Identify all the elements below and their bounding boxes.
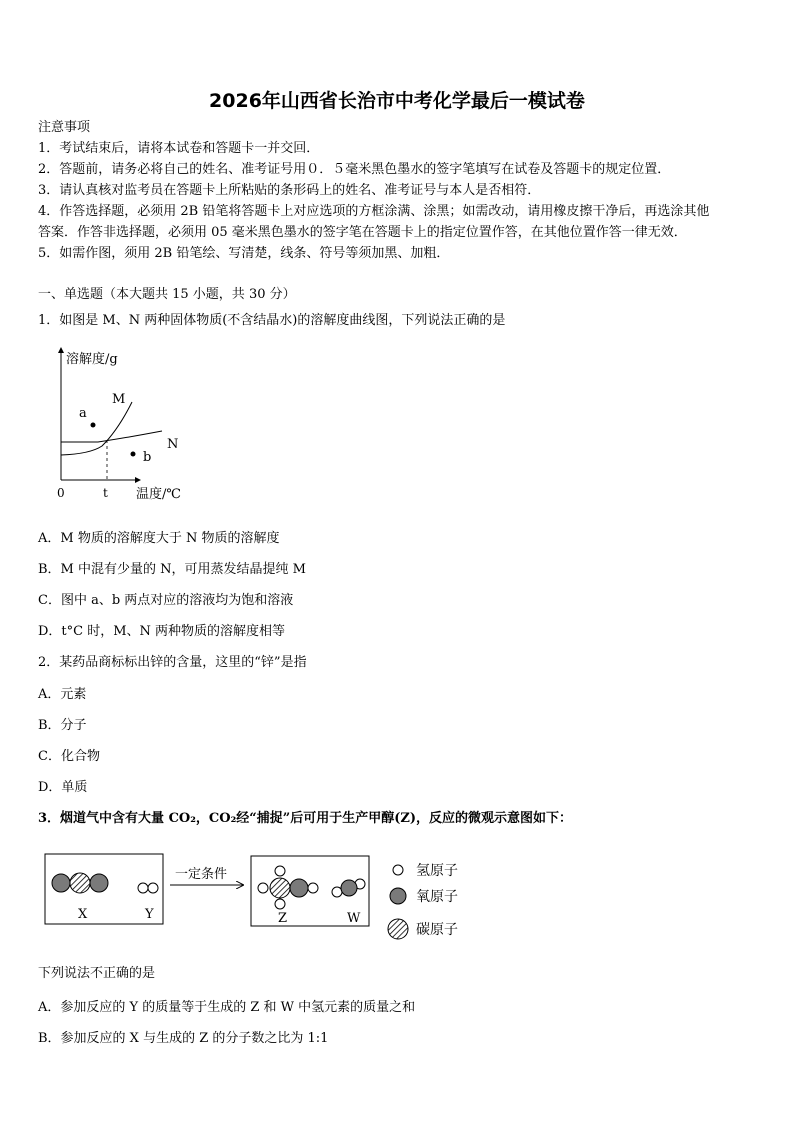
y-axis-label: 溶解度/g	[66, 352, 118, 367]
section-heading: 一、单选题（本大题共 15 小题，共 30 分）	[38, 287, 296, 302]
label-y: Y	[145, 907, 154, 922]
molecule-y	[138, 883, 158, 893]
question-1-stem: 1．如图是 M、N 两种固体物质(不含结晶水)的溶解度曲线图，下列说法正确的是	[38, 313, 506, 328]
molecule-w	[332, 879, 365, 897]
q1-option-c: C．图中 a、b 两点对应的溶液均为饱和溶液	[38, 593, 294, 608]
legend-carbon: 碳原子	[416, 922, 458, 938]
curve-m-label: M	[112, 392, 126, 407]
solubility-graph	[40, 342, 200, 510]
molecule-z	[258, 866, 318, 909]
label-z: Z	[278, 911, 288, 926]
q3-option-b: B．参加反应的 X 与生成的 Z 的分子数之比为 1:1	[38, 1031, 329, 1046]
curve-n-label: N	[167, 437, 179, 452]
legend-oxygen: 氧原子	[416, 889, 458, 905]
notice-item: 答案．作答非选择题，必须用 05 毫米黑色墨水的签字笔在答题卡上的指定位置作答，在其他位置作答一律无效．	[38, 225, 687, 240]
oxygen-atom-icon	[390, 888, 406, 904]
reaction-condition: 一定条件	[175, 867, 228, 882]
q3-option-a: A．参加反应的 Y 的质量等于生成的 Z 和 W 中氢元素的质量之和	[38, 1000, 416, 1015]
notice-item: 1．考试结束后，请将本试卷和答题卡一并交回．	[38, 141, 320, 156]
label-w: W	[347, 911, 361, 926]
legend-hydrogen: 氢原子	[416, 863, 458, 879]
q2-option-a: A．元素	[38, 687, 87, 702]
curve-n	[61, 431, 162, 442]
point-a-label: a	[79, 406, 87, 421]
notice-item: 3．请认真核对监考员在答题卡上所粘贴的条形码上的姓名、准考证号与本人是否相符．	[38, 183, 541, 198]
q2-option-d: D．单质	[38, 780, 88, 795]
page-title: 2026年山西省长治市中考化学最后一模试卷	[209, 90, 585, 112]
notice-item: 4．作答选择题，必须用 2B 铅笔将答题卡上对应选项的方框涂满、涂黑；如需改动，请用橡皮擦干净后，再选涂其他	[38, 204, 710, 219]
notice-item: 2．答题前，请务必将自己的姓名、准考证号用０．５毫米黑色墨水的签字笔填写在试卷及答题卡的规定位置．	[38, 162, 671, 177]
molecule-x	[52, 873, 108, 893]
q2-option-c: C．化合物	[38, 749, 100, 764]
label-x: X	[78, 907, 88, 922]
question-3-sub: 下列说法不正确的是	[38, 966, 156, 981]
origin-label: 0	[57, 486, 65, 500]
q2-option-b: B．分子	[38, 718, 87, 733]
curve-m	[61, 402, 132, 455]
point-b-label: b	[143, 450, 152, 465]
x-axis-label: 温度/℃	[136, 487, 181, 502]
q1-option-b: B．M 中混有少量的 N，可用蒸发结晶提纯 M	[38, 562, 306, 577]
carbon-atom-icon	[388, 919, 408, 939]
point-a	[91, 423, 96, 428]
q1-option-d: D．t°C 时，M、N 两种物质的溶解度相等	[38, 624, 286, 639]
hydrogen-atom-icon	[393, 865, 403, 875]
t-label: t	[103, 486, 108, 500]
point-b	[131, 452, 136, 457]
notice-heading: 注意事项	[38, 120, 91, 135]
reaction-diagram	[40, 848, 470, 946]
q1-option-a: A．M 物质的溶解度大于 N 物质的溶解度	[38, 531, 280, 546]
question-2-stem: 2．某药品商标标出锌的含量，这里的“锌”是指	[38, 655, 307, 670]
notice-item: 5．如需作图，须用 2B 铅笔绘、写清楚，线条、符号等须加黑、加粗．	[38, 246, 450, 261]
question-3-stem: 3．烟道气中含有大量 CO₂，CO₂经“捕捉”后可用于生产甲醇(Z)，反应的微观示意图如下：	[38, 811, 573, 826]
